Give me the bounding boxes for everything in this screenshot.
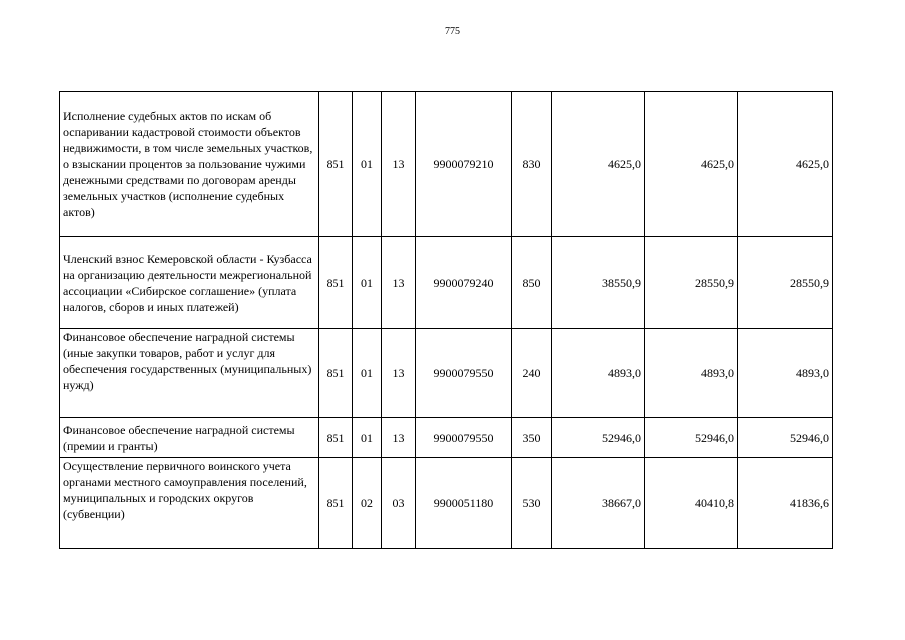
target-article-code: 9900079550 <box>416 418 512 458</box>
section-code: 01 <box>353 329 382 418</box>
section-code: 01 <box>353 92 382 237</box>
row-description: Исполнение судебных актов по искам об оспаривании кадастровой стоимости объектов недвижимости, в том числе земельных участков, о взыскании процентов за пользование чужими денежными средствами по договорам аренды земельных участков (исполнение судебных актов) <box>60 92 319 237</box>
target-article-code: 9900051180 <box>416 458 512 549</box>
target-article-code: 9900079210 <box>416 92 512 237</box>
amount-year-3: 4625,0 <box>738 92 833 237</box>
expense-type-code: 350 <box>512 418 552 458</box>
subsection-code: 13 <box>382 329 416 418</box>
grbs-code: 851 <box>319 92 353 237</box>
page-number: 775 <box>445 26 460 37</box>
amount-year-1: 52946,0 <box>552 418 645 458</box>
amount-year-2: 4625,0 <box>645 92 738 237</box>
amount-year-3: 4893,0 <box>738 329 833 418</box>
amount-year-2: 4893,0 <box>645 329 738 418</box>
table-row <box>60 237 833 329</box>
table-row <box>60 329 833 418</box>
grbs-code: 851 <box>319 237 353 329</box>
amount-year-2: 28550,9 <box>645 237 738 329</box>
expense-type-code: 530 <box>512 458 552 549</box>
amount-year-1: 38667,0 <box>552 458 645 549</box>
target-article-code: 9900079240 <box>416 237 512 329</box>
amount-year-2: 40410,8 <box>645 458 738 549</box>
budget-table <box>59 91 833 549</box>
amount-year-3: 41836,6 <box>738 458 833 549</box>
subsection-code: 13 <box>382 92 416 237</box>
amount-year-1: 4625,0 <box>552 92 645 237</box>
expense-type-code: 240 <box>512 329 552 418</box>
row-description: Членский взнос Кемеровской области - Кузбасса на организацию деятельности межрегиональной ассоциации «Сибирское соглашение» (уплата налогов, сборов и иных платежей) <box>60 237 319 329</box>
target-article-code: 9900079550 <box>416 329 512 418</box>
grbs-code: 851 <box>319 418 353 458</box>
subsection-code: 13 <box>382 418 416 458</box>
amount-year-3: 52946,0 <box>738 418 833 458</box>
subsection-code: 03 <box>382 458 416 549</box>
amount-year-1: 4893,0 <box>552 329 645 418</box>
amount-year-2: 52946,0 <box>645 418 738 458</box>
table-row <box>60 418 833 458</box>
amount-year-1: 38550,9 <box>552 237 645 329</box>
table-row <box>60 458 833 549</box>
amount-year-3: 28550,9 <box>738 237 833 329</box>
section-code: 01 <box>353 237 382 329</box>
row-description: Финансовое обеспечение наградной системы (иные закупки товаров, работ и услуг для обеспечения государственных (муниципальных) нужд) <box>60 329 319 418</box>
grbs-code: 851 <box>319 329 353 418</box>
subsection-code: 13 <box>382 237 416 329</box>
expense-type-code: 850 <box>512 237 552 329</box>
section-code: 02 <box>353 458 382 549</box>
grbs-code: 851 <box>319 458 353 549</box>
table-row <box>60 92 833 237</box>
row-description: Осуществление первичного воинского учета органами местного самоуправления поселений, муниципальных и городских округов (субвенции) <box>60 458 319 549</box>
row-description: Финансовое обеспечение наградной системы (премии и гранты) <box>60 418 319 458</box>
section-code: 01 <box>353 418 382 458</box>
expense-type-code: 830 <box>512 92 552 237</box>
